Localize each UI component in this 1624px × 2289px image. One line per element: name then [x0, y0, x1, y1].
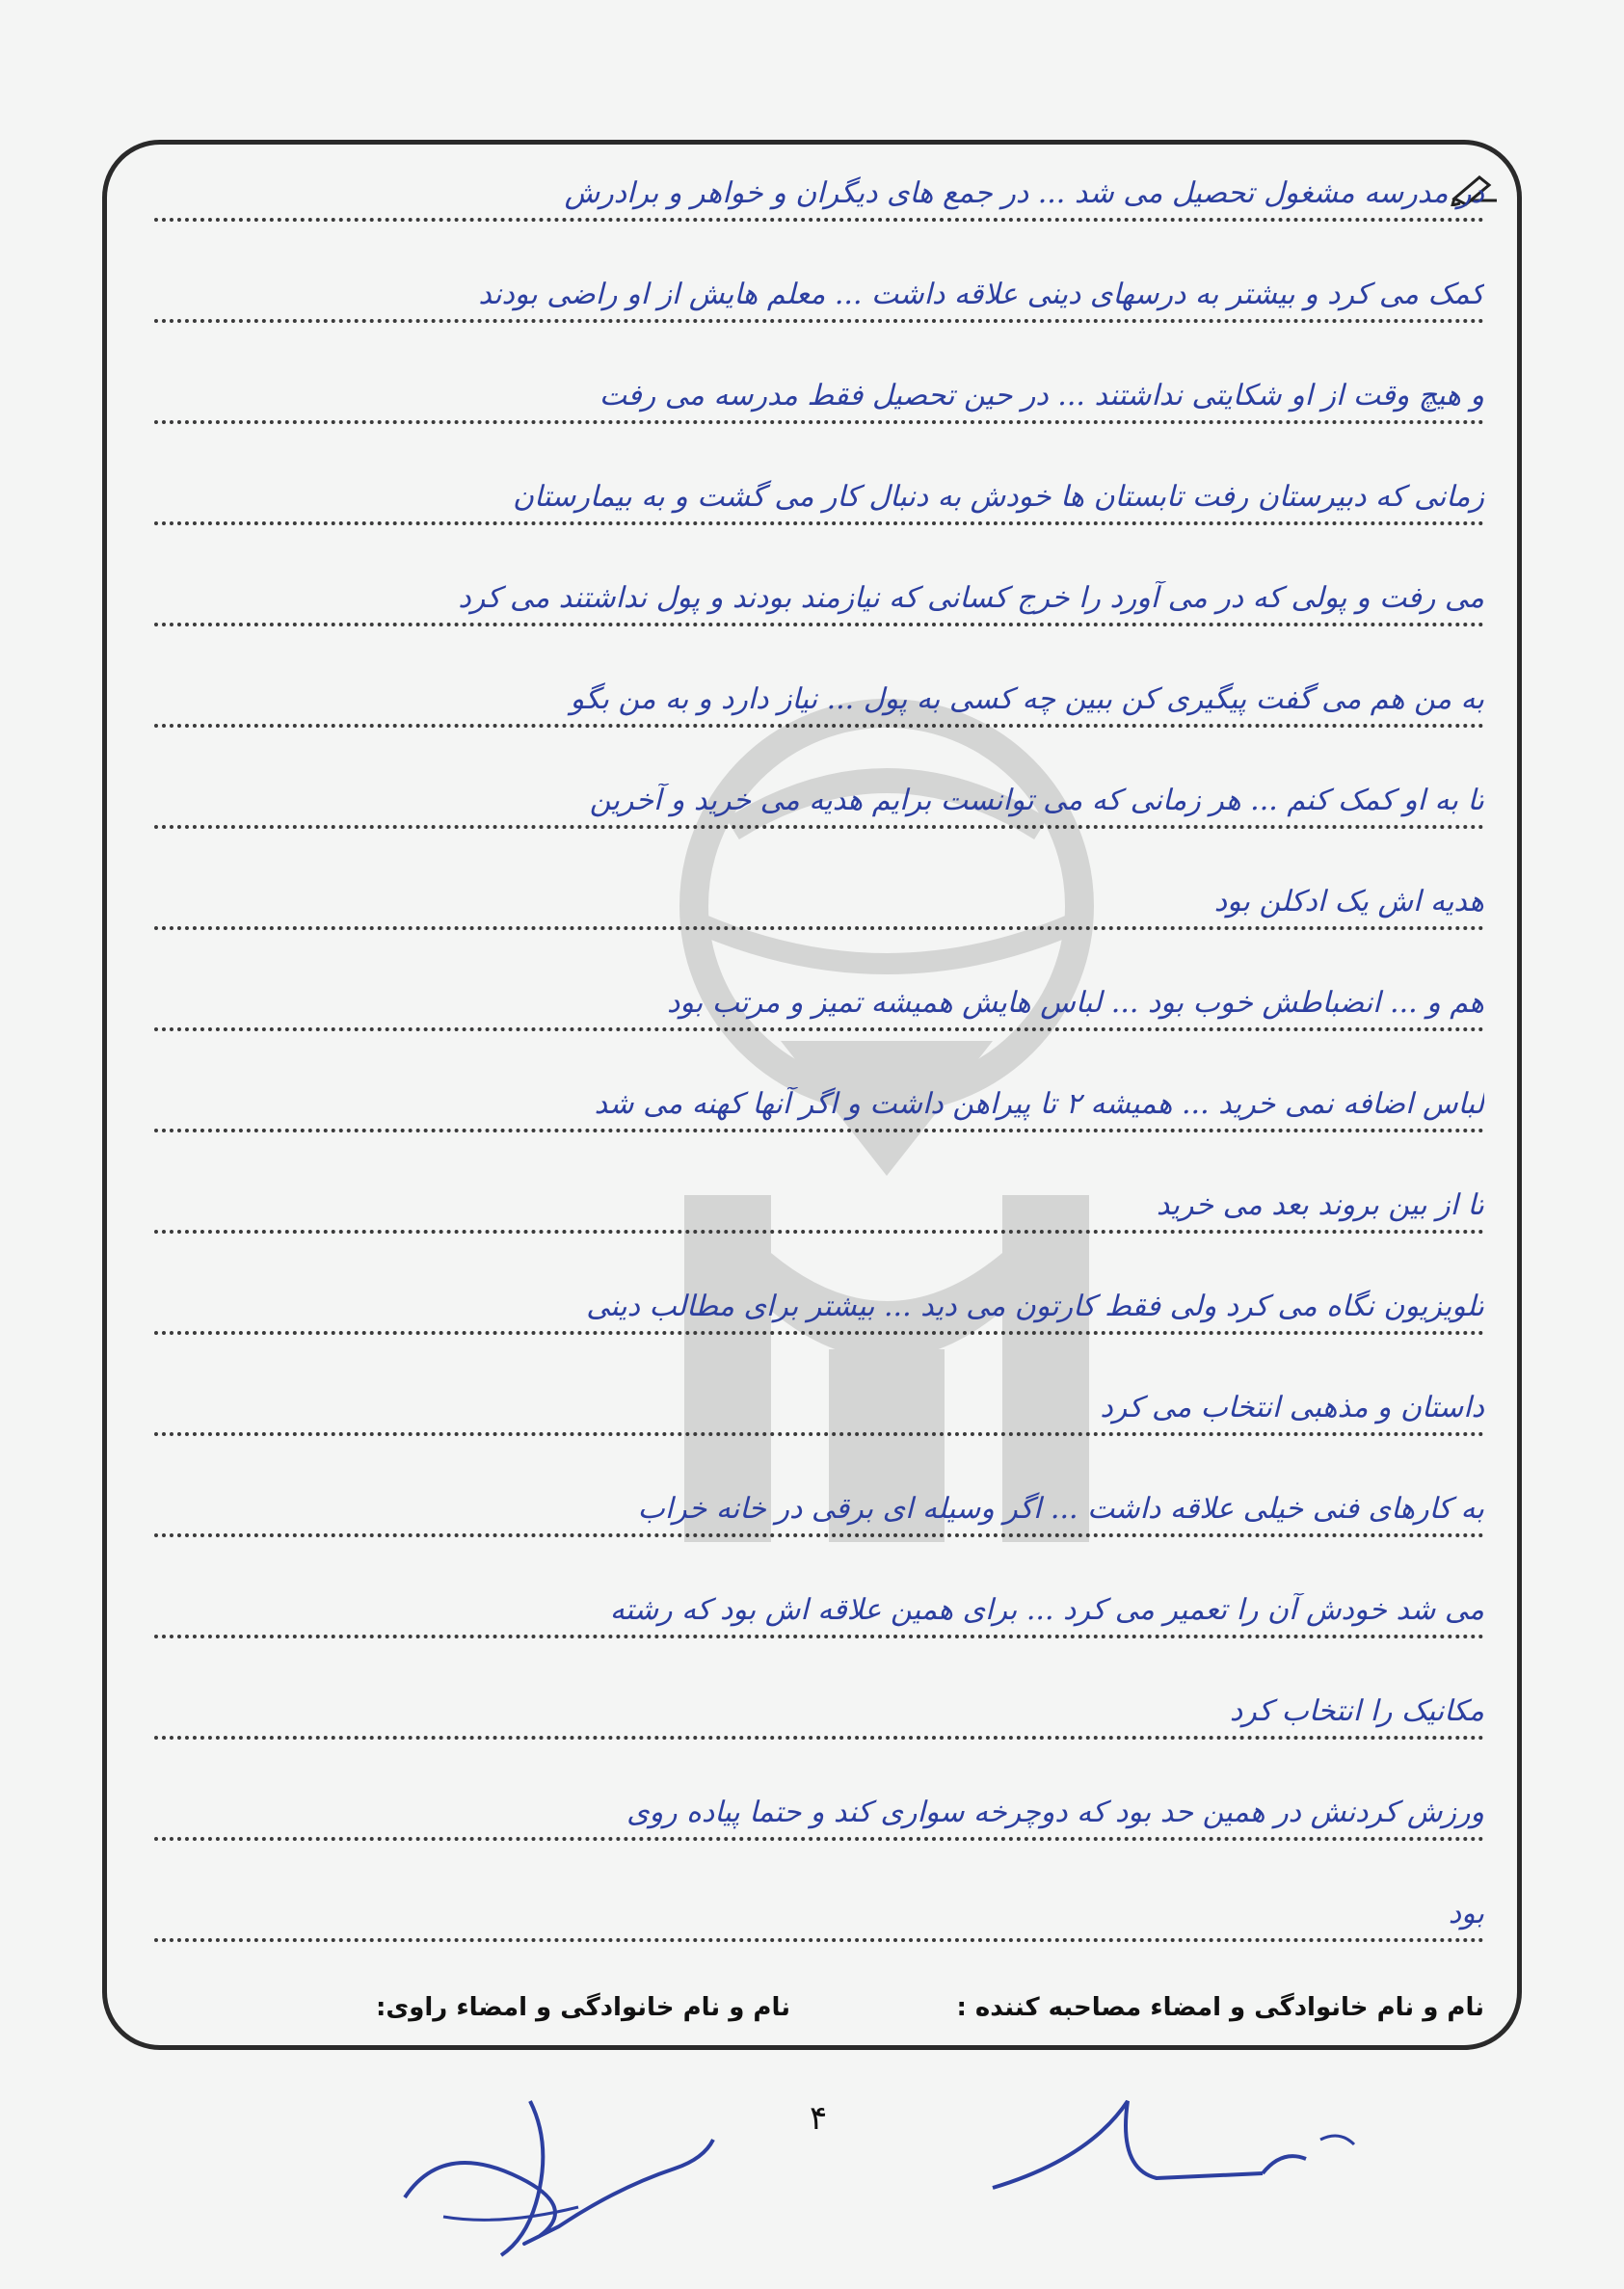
text-line [154, 670, 1484, 728]
text-line-content: مکانیک را انتخاب کرد [1229, 1694, 1484, 1728]
text-line [154, 1176, 1484, 1234]
text-line-content: تلویزیون نگاه می کرد ولی فقط کارتون می دید ... بیشتر برای مطالب دینی [586, 1290, 1484, 1323]
text-line-content: به کارهای فنی خیلی علاقه داشت ... اگر وسیله ای برقی در خانه خراب [637, 1492, 1484, 1526]
text-line [154, 771, 1484, 829]
text-line [154, 872, 1484, 930]
text-line [154, 467, 1484, 525]
text-line-content: بود [1448, 1897, 1484, 1930]
text-line [154, 1884, 1484, 1942]
text-line [154, 1378, 1484, 1436]
text-line-content: می شد خودش آن را تعمیر می کرد ... برای همین علاقه اش بود که رشته [609, 1593, 1484, 1627]
text-line-content: زمانی که دبیرستان رفت تابستان ها خودش به دنبال کار می گشت و به بیمارستان [513, 480, 1484, 514]
page-number: ۴ [810, 2099, 828, 2138]
text-line [154, 1479, 1484, 1537]
text-line [154, 265, 1484, 323]
signature-labels [154, 1993, 1484, 2032]
text-line [154, 1277, 1484, 1335]
narrator-signature [386, 2082, 732, 2265]
text-line-content: لباس اضافه نمی خرید ... همیشه ۲ تا پیراهن داشت و اگر آنها کهنه می شد [594, 1087, 1484, 1121]
interviewer-signature [973, 2082, 1359, 2226]
text-line-content: ورزش کردنش در همین حد بود که دوچرخه سواری کند و حتما پیاده روی [626, 1796, 1484, 1829]
text-line [154, 569, 1484, 626]
text-line-content: کمک می کرد و بیشتر به درسهای دینی علاقه داشت ... معلم هایش از او راضی بودند [478, 278, 1484, 311]
text-line-content: و هیچ وقت از او شکایتی نداشتند ... در حین تحصیل فقط مدرسه می رفت [599, 379, 1484, 413]
interviewer-signature-label: نام و نام خانوادگی و امضاء مصاحبه کننده : [956, 1993, 1484, 2022]
text-line-content: در مدرسه مشغول تحصیل می شد ... در جمع های دیگران و خواهر و برادرش [564, 176, 1484, 210]
narrator-signature-label: نام و نام خانوادگی و امضاء راوی: [376, 1993, 790, 2022]
text-line-content: هم و ... انضباطش خوب بود ... لباس هایش همیشه تمیز و مرتب بود [667, 986, 1484, 1020]
text-line-content: تا از بین بروند بعد می خرید [1156, 1188, 1484, 1222]
handwritten-text-area [154, 164, 1484, 1966]
text-line-content: تا به او کمک کنم ... هر زمانی که می توانست برایم هدیه می خرید و آخرین [589, 784, 1484, 817]
text-line [154, 366, 1484, 424]
text-line-content: داستان و مذهبی انتخاب می کرد [1100, 1391, 1484, 1424]
text-line [154, 1783, 1484, 1841]
text-line [154, 1581, 1484, 1638]
text-line-content: به من هم می گفت پیگیری کن ببین چه کسی به پول ... نیاز دارد و به من بگو [570, 682, 1484, 716]
text-line [154, 164, 1484, 222]
text-line [154, 1682, 1484, 1740]
text-line [154, 973, 1484, 1031]
text-line-content: هدیه اش یک ادکلن بود [1213, 885, 1484, 918]
text-line [154, 1075, 1484, 1132]
text-line-content: می رفت و پولی که در می آورد را خرج کسانی که نیازمند بودند و پول نداشتند می کرد [458, 581, 1484, 615]
